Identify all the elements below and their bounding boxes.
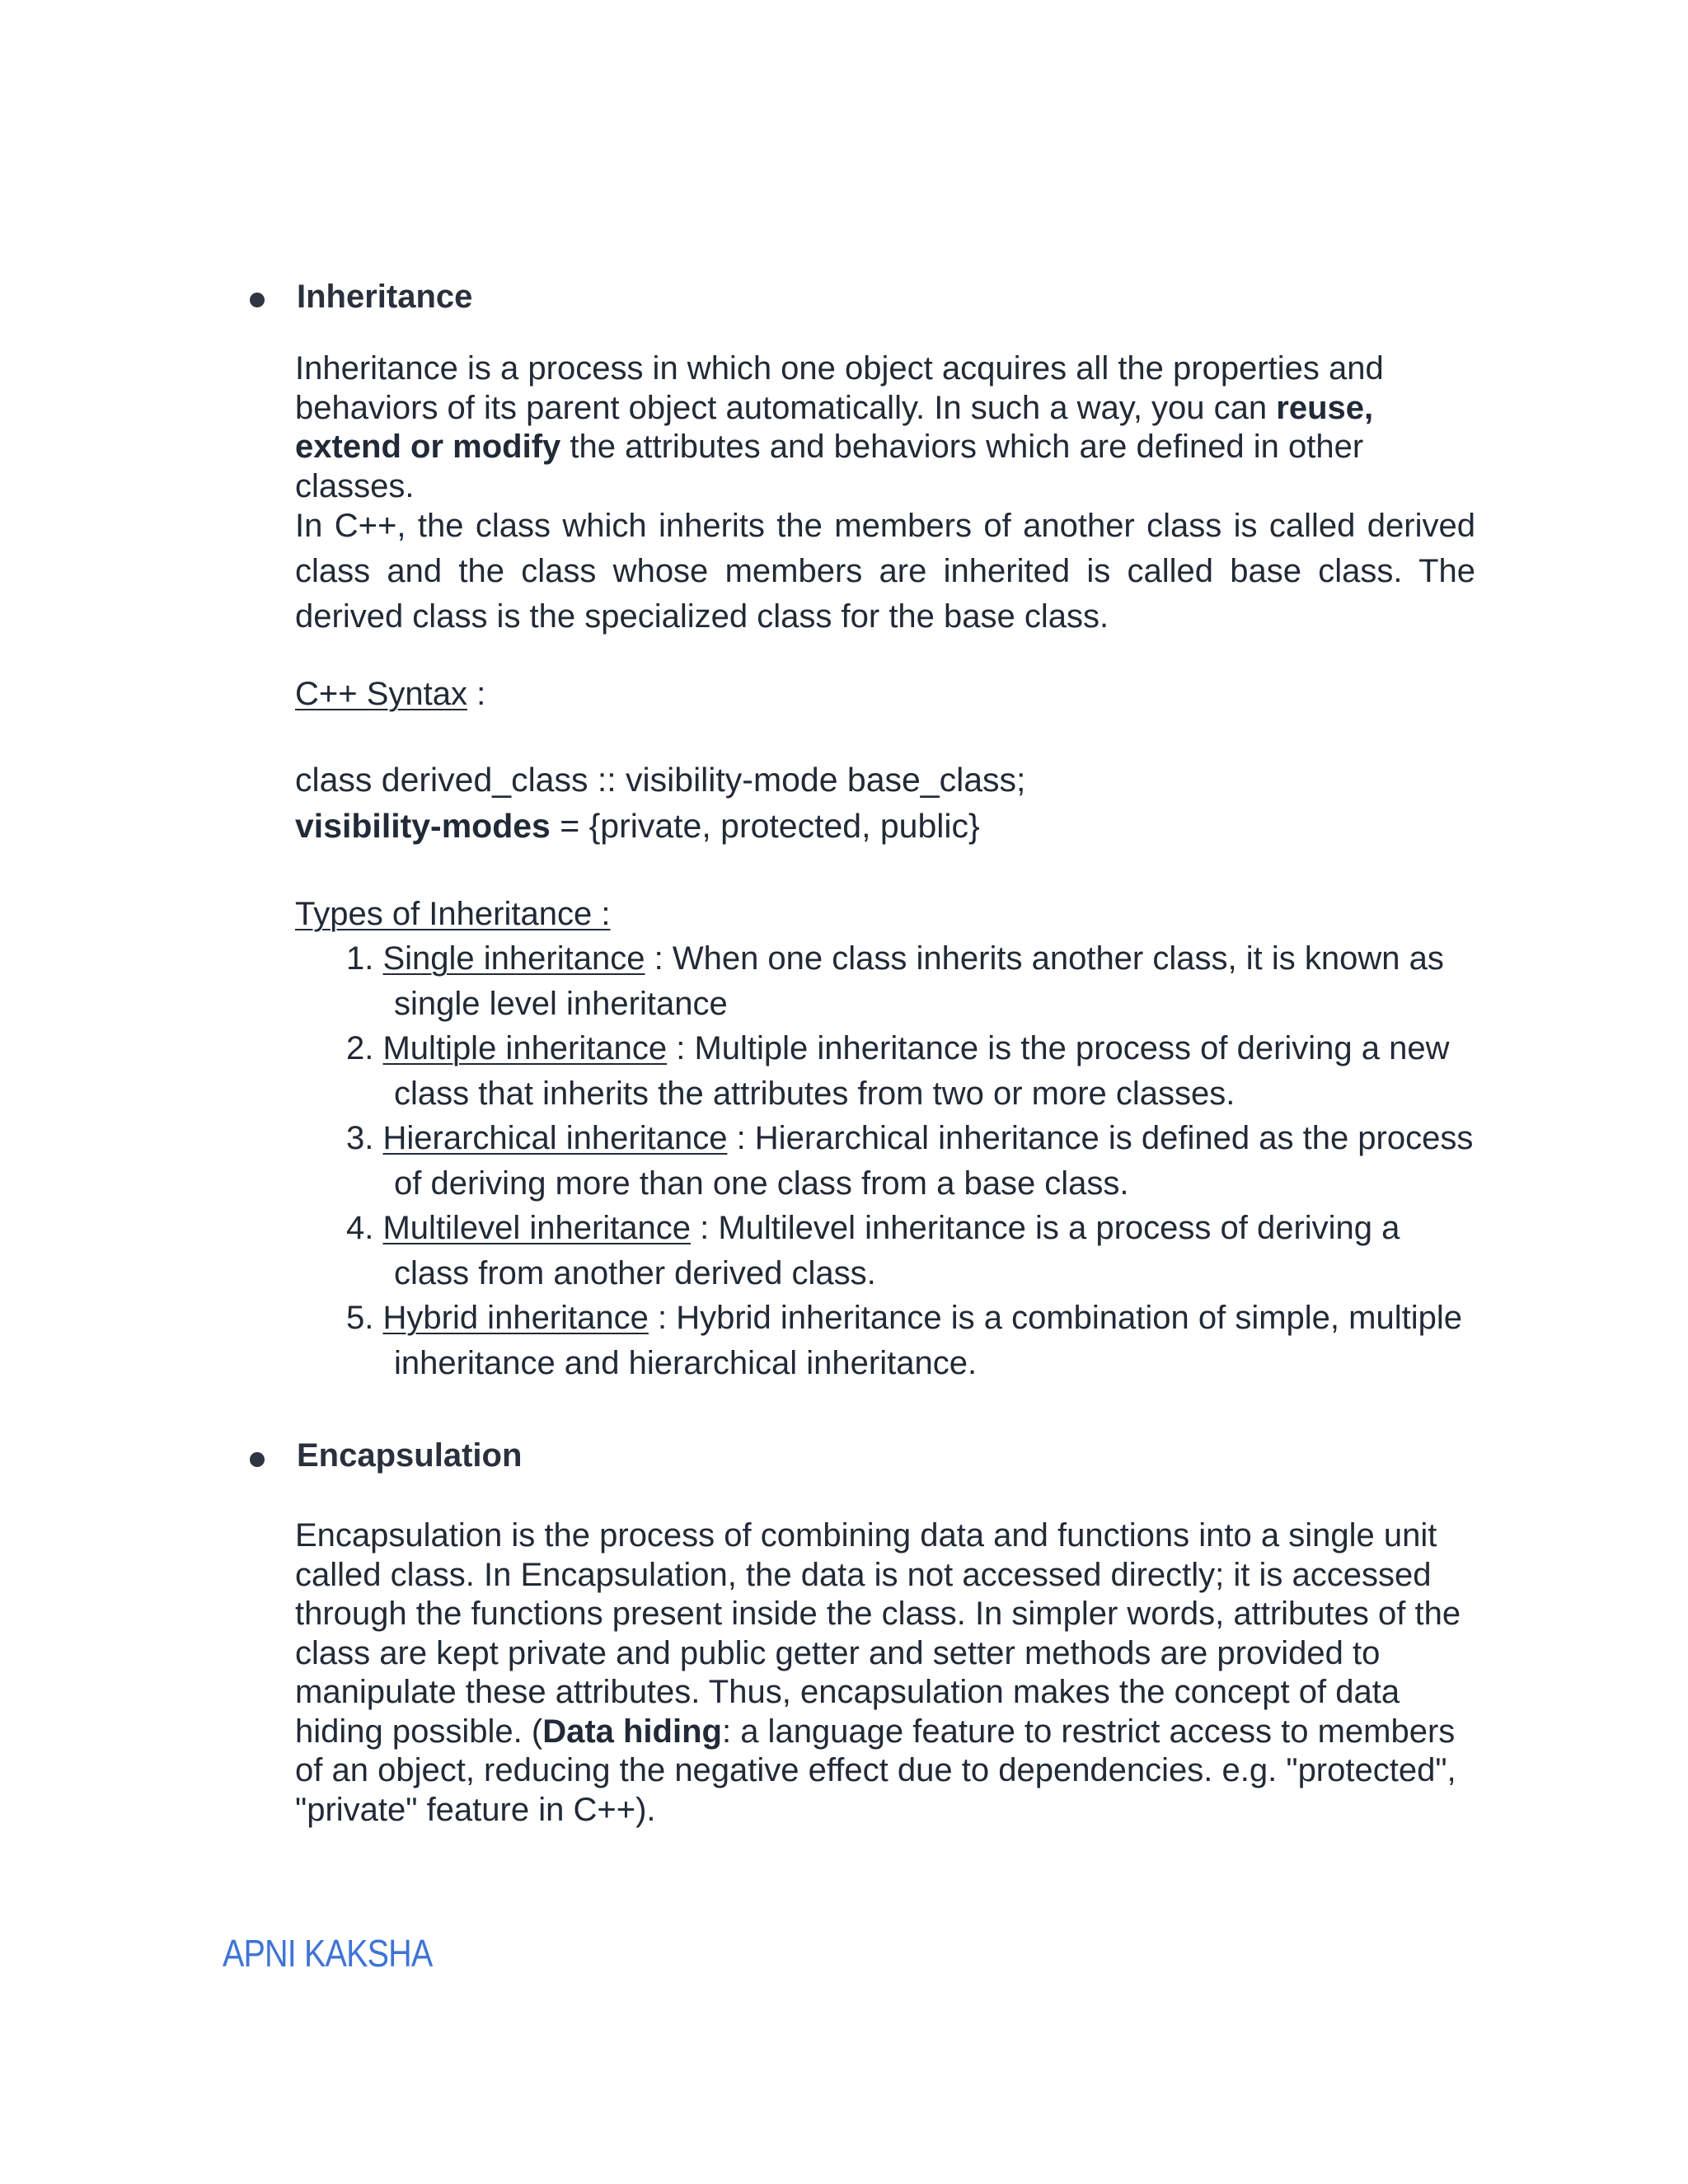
list-item [295,1296,1474,1385]
list-item-name: Hierarchical inheritance [382,1120,728,1156]
types-label-text: Types of Inheritance : [295,896,611,932]
encapsulation-text-b: : a language feature to restrict access to members of an object, reducing the negative effect due to dependencies. e.g. "protected", "private" feature in C++). [295,1713,1456,1828]
inheritance-paragraph-1-bold: reuse, extend or modify [295,389,1374,465]
footer-brand: APNI KAKSHA [223,1932,433,1975]
inheritance-paragraph-1 [295,349,1449,506]
heading-inheritance: Inheritance [297,279,473,315]
list-item-desc: : When one class inherits another class, it is known as single level inheritance [394,940,1444,1022]
list-item-number: 5. [346,1300,374,1336]
bullet-encapsulation [250,1452,265,1467]
inheritance-paragraph-1-text-a: Inheritance is a process in which one object acquires all the properties and behaviors of its parent object automatically. In such a way, you can [295,350,1384,426]
list-item-desc: : Multiple inheritance is the process of deriving a new class that inherits the attributes from two or more classes. [394,1030,1450,1112]
list-item [295,936,1474,1026]
bullet-inheritance [250,293,265,307]
list-item [295,1116,1474,1206]
list-item-number: 4. [346,1210,374,1246]
list-item-desc: : Hybrid inheritance is a combination of simple, multiple inheritance and hierarchical inheritance. [394,1300,1462,1381]
list-item-name: Hybrid inheritance [382,1300,649,1336]
syntax-label [295,674,485,714]
visibility-modes-line [295,803,980,849]
list-item-name: Multilevel inheritance [382,1210,691,1246]
list-item-name: Single inheritance [382,940,645,977]
types-list [295,936,1474,1385]
types-label [295,894,610,934]
list-item-name: Multiple inheritance [382,1030,668,1066]
encapsulation-text-a: Encapsulation is the process of combining data and functions into a single unit called class. In Encapsulation, the data is not accessed directly; it is accessed through the functions present inside the class. In simpler words, attributes of the class are kept private and public getter and setter methods are provided to manipulate these attributes. Thus, encapsulation makes the concept of data hiding possible. ( [295,1517,1461,1750]
list-item-desc: : Multilevel inheritance is a process of deriving a class from another derived class. [394,1210,1400,1291]
list-item-desc: : Hierarchical inheritance is defined as the process of deriving more than one class from a base class. [394,1120,1474,1202]
list-item [295,1026,1474,1116]
encapsulation-paragraph [295,1516,1474,1830]
inheritance-paragraph-2: In C++, the class which inherits the members of another class is called derived class and the class whose members are inherited is called base class. The derived class is the specialized class for the base class. [295,508,1475,635]
heading-encapsulation: Encapsulation [297,1437,523,1474]
visibility-modes-label: visibility-modes [295,807,551,845]
inheritance-paragraph-1-text-b: the attributes and behaviors which are defined in other classes. [295,429,1364,504]
encapsulation-bold: Data hiding [542,1713,722,1750]
syntax-label-colon: : [467,676,486,712]
list-item-number: 2. [346,1030,374,1066]
syntax-label-text: C++ Syntax [295,676,468,712]
list-item-number: 1. [346,940,374,977]
list-item [295,1206,1474,1296]
visibility-modes-value: = {private, protected, public} [550,807,980,845]
list-item-number: 3. [346,1120,374,1156]
syntax-line: class derived_class :: visibility-mode base_class; [295,761,1026,799]
